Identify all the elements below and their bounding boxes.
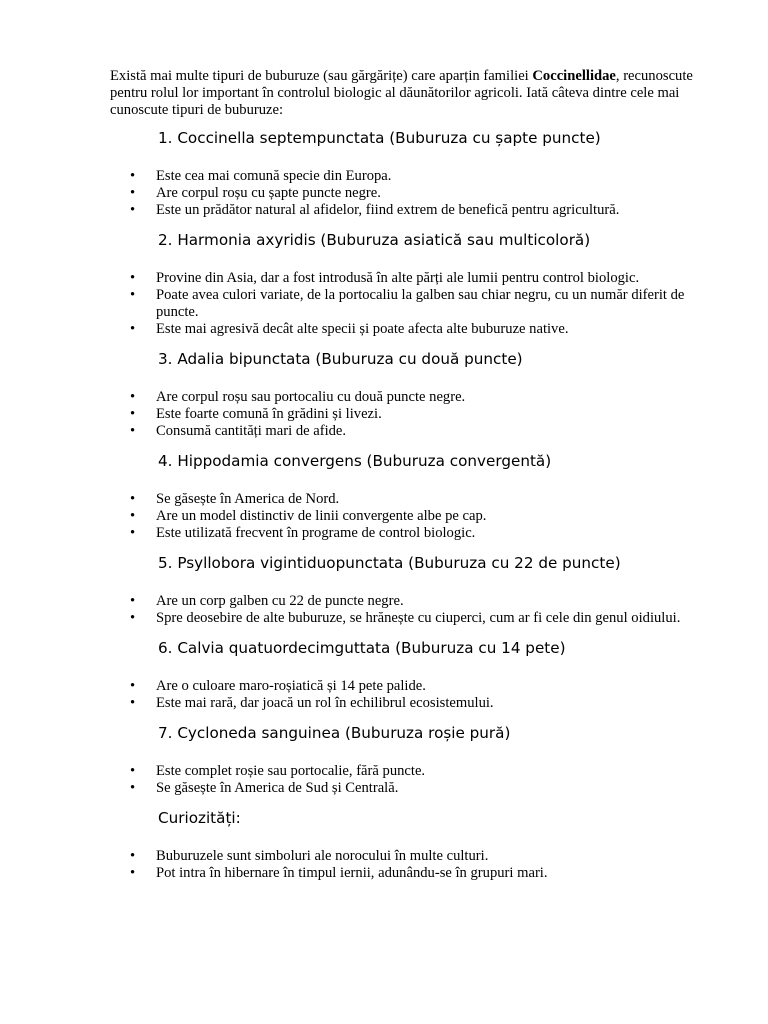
list-item xyxy=(110,678,730,695)
list-item-text: Spre deosebire de alte buburuze, se hrănește cu ciuperci, cum ar fi cele din genul oidiului. xyxy=(156,610,681,626)
list-item xyxy=(110,763,730,780)
section-7 xyxy=(110,723,730,797)
bullet-icon: • xyxy=(130,678,136,694)
intro-text-after: , recunoscute pentru rolul lor important în controlul biologic al dăunătorilor agricoli. Iată câteva dintre cele mai cunoscute tipuri de buburuze: xyxy=(110,68,693,118)
bullet-icon: • xyxy=(130,423,136,439)
intro-text-before: Există mai multe tipuri de buburuze (sau gărgărițe) care aparțin familiei xyxy=(110,68,533,84)
list-item xyxy=(110,389,730,406)
section-heading: 5. Psyllobora vigintiduopunctata (Buburuza cu 22 de puncte) xyxy=(158,554,621,572)
bullet-list xyxy=(110,270,730,338)
list-item-text: Este mai agresivă decât alte specii și poate afecta alte buburuze native. xyxy=(156,321,569,337)
list-item-text: Are corpul roșu cu șapte puncte negre. xyxy=(156,185,381,201)
intro-paragraph xyxy=(110,68,730,119)
list-item xyxy=(110,593,730,610)
list-item-text: Are un model distinctiv de linii convergente albe pe cap. xyxy=(156,508,487,524)
bullet-icon: • xyxy=(130,508,136,524)
list-item xyxy=(110,508,730,525)
bullet-list xyxy=(110,168,730,219)
bullet-icon: • xyxy=(130,185,136,201)
section-2 xyxy=(110,230,730,338)
bullet-list xyxy=(110,763,730,797)
bullet-list xyxy=(110,848,730,882)
section-heading: Curiozități: xyxy=(158,809,241,827)
list-item-text: Este utilizată frecvent în programe de control biologic. xyxy=(156,525,476,541)
list-item xyxy=(110,610,730,627)
section-curiosities xyxy=(110,808,730,882)
section-5 xyxy=(110,553,730,627)
list-item xyxy=(110,168,730,185)
bullet-icon: • xyxy=(130,610,136,626)
list-item xyxy=(110,287,730,321)
section-heading: 1. Coccinella septempunctata (Buburuza cu șapte puncte) xyxy=(158,129,601,147)
bullet-list xyxy=(110,389,730,440)
bullet-icon: • xyxy=(130,780,136,796)
list-item xyxy=(110,423,730,440)
bullet-icon: • xyxy=(130,202,136,218)
list-item xyxy=(110,202,730,219)
bullet-list xyxy=(110,491,730,542)
list-item xyxy=(110,695,730,712)
list-item-text: Este foarte comună în grădini și livezi. xyxy=(156,406,382,422)
bullet-icon: • xyxy=(130,389,136,405)
section-4 xyxy=(110,451,730,542)
bullet-icon: • xyxy=(130,406,136,422)
list-item-text: Are un corp galben cu 22 de puncte negre. xyxy=(156,593,404,609)
bullet-icon: • xyxy=(130,270,136,286)
list-item xyxy=(110,321,730,338)
bullet-icon: • xyxy=(130,321,136,337)
document-page xyxy=(110,68,730,882)
list-item xyxy=(110,491,730,508)
list-item-text: Este mai rară, dar joacă un rol în echilibrul ecosistemului. xyxy=(156,695,494,711)
section-heading: 7. Cycloneda sanguinea (Buburuza roșie pură) xyxy=(158,724,511,742)
list-item xyxy=(110,270,730,287)
bullet-icon: • xyxy=(130,763,136,779)
list-item-text: Se găsește în America de Sud și Centrală. xyxy=(156,780,399,796)
list-item xyxy=(110,865,730,882)
bullet-icon: • xyxy=(130,695,136,711)
list-item-text: Este cea mai comună specie din Europa. xyxy=(156,168,392,184)
bullet-icon: • xyxy=(130,848,136,864)
list-item-text: Consumă cantități mari de afide. xyxy=(156,423,347,439)
list-item-text: Poate avea culori variate, de la portocaliu la galben sau chiar negru, cu un număr diferit de puncte. xyxy=(156,287,685,320)
bullet-icon: • xyxy=(130,287,136,303)
list-item xyxy=(110,185,730,202)
list-item xyxy=(110,848,730,865)
intro-family-name: Coccinellidae xyxy=(532,68,616,84)
bullet-icon: • xyxy=(130,491,136,507)
list-item-text: Se găsește în America de Nord. xyxy=(156,491,340,507)
list-item-text: Are o culoare maro-roșiatică și 14 pete palide. xyxy=(156,678,426,694)
bullet-icon: • xyxy=(130,865,136,881)
list-item-text: Are corpul roșu sau portocaliu cu două puncte negre. xyxy=(156,389,466,405)
bullet-list xyxy=(110,678,730,712)
list-item xyxy=(110,406,730,423)
section-heading: 2. Harmonia axyridis (Buburuza asiatică sau multicoloră) xyxy=(158,231,591,249)
section-heading: 6. Calvia quatuordecimguttata (Buburuza cu 14 pete) xyxy=(158,639,566,657)
section-heading: 4. Hippodamia convergens (Buburuza convergentă) xyxy=(158,452,552,470)
bullet-icon: • xyxy=(130,525,136,541)
section-heading: 3. Adalia bipunctata (Buburuza cu două puncte) xyxy=(158,350,523,368)
section-6 xyxy=(110,638,730,712)
list-item xyxy=(110,780,730,797)
section-3 xyxy=(110,349,730,440)
list-item-text: Pot intra în hibernare în timpul iernii, adunându-se în grupuri mari. xyxy=(156,865,548,881)
list-item xyxy=(110,525,730,542)
bullet-icon: • xyxy=(130,168,136,184)
list-item-text: Buburuzele sunt simboluri ale norocului în multe culturi. xyxy=(156,848,489,864)
bullet-list xyxy=(110,593,730,627)
list-item-text: Provine din Asia, dar a fost introdusă în alte părți ale lumii pentru control biologic. xyxy=(156,270,640,286)
list-item-text: Este complet roșie sau portocalie, fără puncte. xyxy=(156,763,426,779)
bullet-icon: • xyxy=(130,593,136,609)
list-item-text: Este un prădător natural al afidelor, fiind extrem de benefică pentru agricultură. xyxy=(156,202,620,218)
section-1 xyxy=(110,128,730,219)
